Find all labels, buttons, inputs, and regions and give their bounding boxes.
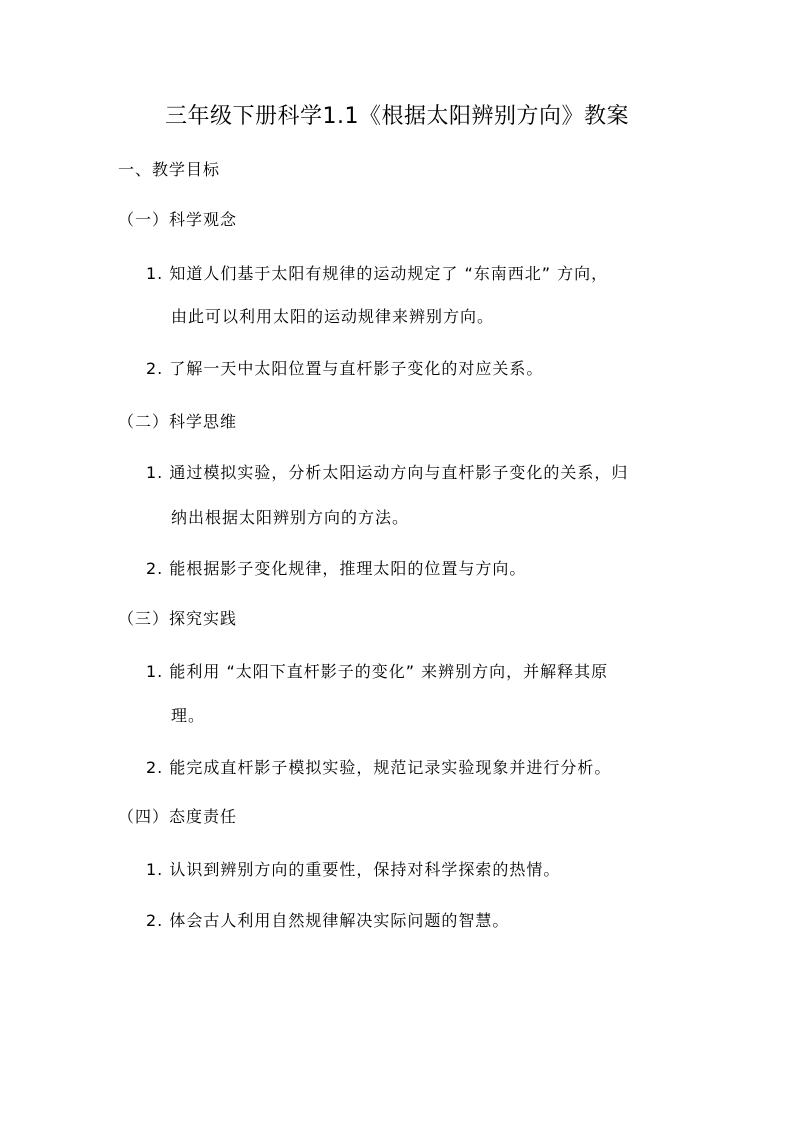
list-item: 2. 能完成直杆影子模拟实验，规范记录实验现象并进行分析。 (146, 758, 612, 777)
subsection-heading-attitude-responsibility: （四）态度责任 (118, 807, 238, 826)
list-item: 1. 知道人们基于太阳有规律的运动规定了 “东南西北” 方向， (146, 264, 609, 283)
section-heading-objectives: 一、教学目标 (118, 160, 221, 179)
subsection-heading-scientific-concepts: （一）科学观念 (118, 210, 238, 229)
list-item-continuation: 纳出根据太阳辨别方向的方法。 (171, 508, 410, 527)
list-item: 1. 通过模拟实验，分析太阳运动方向与直杆影子变化的关系，归 (146, 463, 629, 482)
list-item: 2. 能根据影子变化规律，推理太阳的位置与方向。 (146, 559, 527, 578)
document-title: 三年级下册科学1.1《根据太阳辨别方向》教案 (165, 104, 629, 129)
list-item-continuation: 由此可以利用太阳的运动规律来辨别方向。 (171, 307, 495, 326)
list-item: 1. 能利用 “太阳下直杆影子的变化” 来辨别方向，并解释其原 (146, 662, 609, 681)
subsection-heading-inquiry-practice: （三）探究实践 (118, 609, 238, 628)
list-item: 2. 了解一天中太阳位置与直杆影子变化的对应关系。 (146, 359, 544, 378)
subsection-heading-scientific-thinking: （二）科学思维 (118, 412, 238, 431)
list-item: 2. 体会古人利用自然规律解决实际问题的智慧。 (146, 911, 510, 930)
list-item: 1. 认识到辨别方向的重要性，保持对科学探索的热情。 (146, 860, 561, 879)
list-item-continuation: 理。 (171, 706, 206, 725)
